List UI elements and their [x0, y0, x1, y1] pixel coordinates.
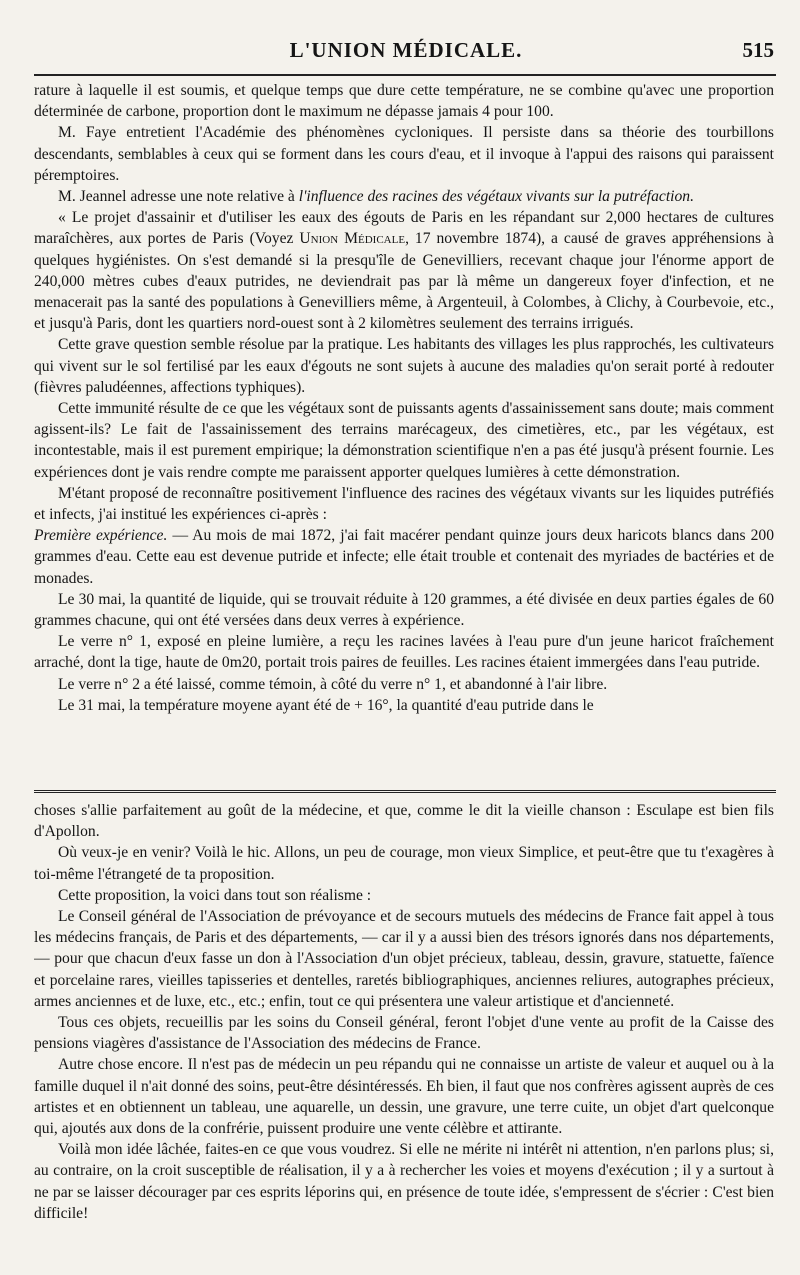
paragraph: Où veux-je en venir? Voilà le hic. Allons, un peu de courage, mon vieux Simplice, et peut-être que tu t'exagères à toi-même l'étrangeté de ta proposition.: [34, 844, 774, 883]
article-column: [34, 80, 774, 780]
paragraph-text: — Au mois de mai 1872, j'ai fait macérer pendant quinze jours deux haricots blancs dans 200 grammes d'eau. Cette eau est devenue putride et infecte; elle était trouble et contenait des myriades de bactéries et de monades.: [34, 527, 774, 587]
experiment-heading: Première expérience.: [34, 527, 168, 545]
paragraph: Tous ces objets, recueillis par les soins du Conseil général, feront l'objet d'une vente au profit de la Caisse des pensions viagères d'assistance de l'Association des médecins de France.: [34, 1014, 774, 1053]
paragraph: [34, 525, 774, 589]
page-number: 515: [742, 38, 774, 62]
paragraph: Cette grave question semble résolue par la pratique. Les habitants des villages les plus rapprochés, les cultivateurs qui vivent sur le sol fertilisé par les eaux d'égouts ne sont sujets à aucune des maladies qu'on serait porté à redouter (fièvres paludéennes, affections typhiques).: [34, 336, 774, 396]
feuilleton-column: [34, 800, 774, 1240]
paragraph-text: , 17 novembre 1874), a causé de graves appréhensions à quelques hygiénistes. On s'est demandé si la presqu'île de Genevilliers, recevant chaque jour l'énorme apport de 240,000 mètres cubes d'eaux putrides, ne deviendrait pas par là même un dangereux foyer d'infection, et ne menacerait pas la santé des populations à Genevilliers même, à Argenteuil, à Colombes, à Clichy, à Courbevoie, etc., et jusqu'à Paris, dont les quartiers nord-ouest sont à 2 kilomètres seulement des terrains irrigués.: [34, 230, 774, 333]
paragraph: choses s'allie parfaitement au goût de la médecine, et que, comme le dit la vieille chanson : Esculape est bien fils d'Apollon.: [34, 802, 774, 841]
paragraph: Le 30 mai, la quantité de liquide, qui se trouvait réduite à 120 grammes, a été divisée en deux parties égales de 60 grammes chacune, qui ont été versées dans deux verres à expérience.: [34, 590, 774, 630]
journal-reference: Union Médicale: [299, 230, 406, 248]
paragraph: [34, 186, 774, 207]
feuilleton-divider: [34, 790, 776, 795]
paragraph: [34, 207, 774, 334]
paragraph: Autre chose encore. Il n'est pas de médecin un peu répandu qui ne connaisse un artiste de valeur et auquel ou à la famille duquel il n'ait donné des soins, peut-être désintéressés. Eh bien, il faut que nos confrères agissent auprès de ces artistes et en obtiennent un tableau, une aquarelle, un dessin, une gravure, une terre cuite, un objet d'art quelconque qui, ajoutés aux dons de la confrérie, puissent produire une vente célèbre et attirante.: [34, 1056, 774, 1138]
page-header: [34, 38, 778, 72]
paragraph: Cette proposition, la voici dans tout son réalisme :: [58, 886, 372, 904]
paragraph: Le Conseil général de l'Association de prévoyance et de secours mutuels des médecins de France fait appel à tous les médecins français, de Paris et des départements, — car il y a aussi bien des trésors ignorés dans nos départements, — pour que chacun d'eux fasse un don à l'Association d'un objet précieux, tableau, dessin, gravure, statuette, faïence et porcelaine rares, vieilles tapisseries et dentelles, raretés bibliographiques, anciennes reliures, autographes précieux, armes anciennes et de luxe, etc., etc.; enfin, tout ce qui présentera une valeur artistique et d'ancienneté.: [34, 908, 774, 1010]
running-title: L'UNION MÉDICALE.: [289, 38, 523, 62]
paragraph: M'étant proposé de reconnaître positivement l'influence des racines des végétaux vivants sur les liquides putréfiés et infects, j'ai institué les expériences ci-après :: [34, 484, 774, 524]
header-rule: [34, 74, 776, 76]
paragraph: Cette immunité résulte de ce que les végétaux sont de puissants agents d'assainissement sans doute; mais comment agissent-ils? Le fait de l'assainissement des terrains marécageux, des cimetières, etc., par les végétaux, est incontestable, mais il est purement empirique; la démonstration scientifique n'en a pas été jusqu'à présent fournie. Les expériences dont je vais rendre compte me paraissent apporter quelques lumières à cette démonstration.: [34, 400, 774, 481]
paragraph: Le 31 mai, la température moyene ayant été de + 16°, la quantité d'eau putride dans le: [58, 696, 594, 714]
paragraph: Le verre n° 2 a été laissé, comme témoin, à côté du verre n° 1, et abandonné à l'air libre.: [58, 675, 608, 693]
paragraph: Le verre n° 1, exposé en pleine lumière, a reçu les racines lavées à l'eau pure d'un jeune haricot fraîchement arraché, dont la tige, haute de 0m20, portait trois paires de feuilles. Les racines étaient immergées dans l'eau putride.: [34, 633, 774, 672]
paragraph: rature à laquelle il est soumis, et quelque temps que dure cette température, ne se combine qu'avec une proportion déterminée de carbone, proportion dont le maximum ne dépasse jamais 4 pour 100.: [34, 82, 774, 121]
paragraph-text: « Le projet d'assainir et d'utiliser les eaux des égouts de Paris en les répandant sur 2,000 hectares de cultures maraîchères, aux portes de Paris (Voyez: [34, 209, 774, 248]
paragraph: Voilà mon idée lâchée, faites-en ce que vous voudrez. Si elle ne mérite ni intérêt ni attention, n'en parlons plus; si, au contraire, on la croit susceptible de réalisation, il y a à rechercher les voies et moyens d'exécution ; il y a surtout à ne par se laisser décourager par ces esprits léporins qui, en présence de toute idée, s'empressent de s'écrier : C'est bien difficile!: [34, 1141, 774, 1222]
note-title: l'influence des racines des végétaux vivants sur la putréfaction.: [298, 188, 694, 206]
paragraph-lead: M. Jeannel adresse une note relative à: [58, 188, 299, 206]
paragraph: M. Faye entretient l'Académie des phénomènes cycloniques. Il persiste dans sa théorie des tourbillons descendants, semblables à ceux qui se forment dans les cours d'eau, et il invoque à l'appui des raisons qui paraissent péremptoires.: [34, 124, 774, 184]
